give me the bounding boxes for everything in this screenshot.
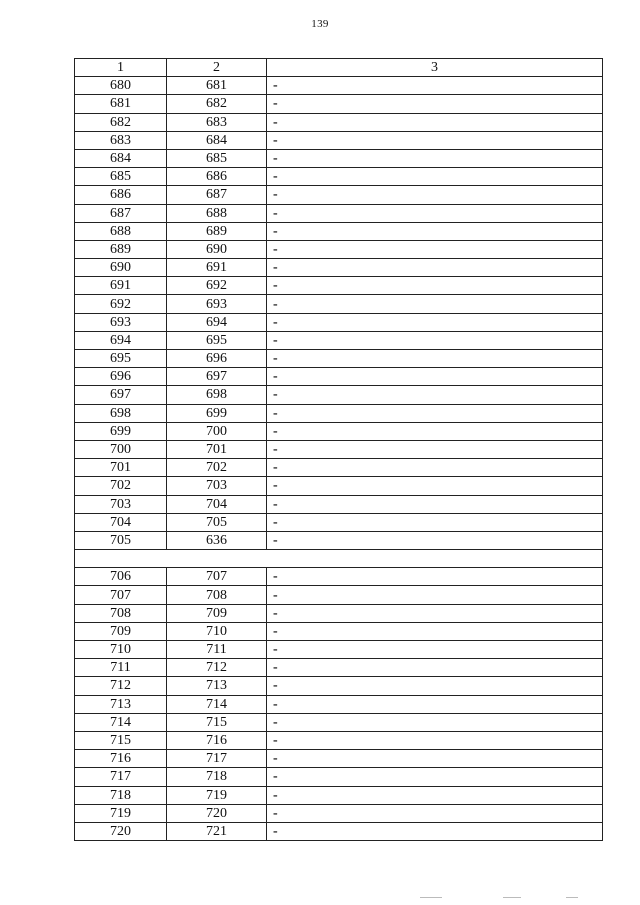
cell-col-3: - (267, 168, 603, 186)
table-row (75, 477, 603, 495)
cell-col-3: - (267, 822, 603, 840)
cell-col-3: - (267, 368, 603, 386)
cell-col-1: 696 (75, 368, 167, 386)
cell-col-2: 699 (167, 404, 267, 422)
cell-col-2: 702 (167, 459, 267, 477)
cell-col-2: 718 (167, 768, 267, 786)
table-row (75, 222, 603, 240)
table-row (75, 331, 603, 349)
scan-artifacts (0, 895, 640, 901)
cell-col-3: - (267, 386, 603, 404)
cell-col-2: 683 (167, 113, 267, 131)
cell-col-3: - (267, 259, 603, 277)
cell-col-1: 717 (75, 768, 167, 786)
table-row (75, 695, 603, 713)
cell-col-1: 719 (75, 804, 167, 822)
cell-col-2: 719 (167, 786, 267, 804)
cell-col-3: - (267, 604, 603, 622)
cell-col-1: 687 (75, 204, 167, 222)
table-row (75, 641, 603, 659)
cell-col-3: - (267, 331, 603, 349)
table-row (75, 731, 603, 749)
table-row (75, 622, 603, 640)
cell-col-1: 691 (75, 277, 167, 295)
cell-col-1: 718 (75, 786, 167, 804)
cell-col-3: - (267, 804, 603, 822)
cell-col-3: - (267, 477, 603, 495)
cell-col-2: 713 (167, 677, 267, 695)
cell-col-1: 698 (75, 404, 167, 422)
cell-col-2: 712 (167, 659, 267, 677)
cell-col-2: 694 (167, 313, 267, 331)
table-row (75, 131, 603, 149)
cell-col-1: 693 (75, 313, 167, 331)
cell-col-2: 708 (167, 586, 267, 604)
cell-col-3: - (267, 731, 603, 749)
cell-col-1: 694 (75, 331, 167, 349)
table-row (75, 586, 603, 604)
cell-col-1: 690 (75, 259, 167, 277)
cell-col-1: 682 (75, 113, 167, 131)
table-row (75, 186, 603, 204)
cell-col-3: - (267, 277, 603, 295)
cell-col-1: 710 (75, 641, 167, 659)
cell-col-1: 711 (75, 659, 167, 677)
column-header-2: 2 (167, 59, 267, 77)
cell-col-1: 686 (75, 186, 167, 204)
cell-col-2: 720 (167, 804, 267, 822)
cell-col-3: - (267, 677, 603, 695)
cell-col-3: - (267, 695, 603, 713)
cell-col-3: - (267, 713, 603, 731)
table-row (75, 350, 603, 368)
cell-col-3: - (267, 404, 603, 422)
cell-col-2: 710 (167, 622, 267, 640)
cell-col-3: - (267, 131, 603, 149)
cell-col-2: 716 (167, 731, 267, 749)
cell-col-2: 685 (167, 149, 267, 167)
cell-col-3: - (267, 440, 603, 458)
cell-col-3: - (267, 95, 603, 113)
cell-col-3: - (267, 768, 603, 786)
cell-col-1: 683 (75, 131, 167, 149)
cell-col-1: 708 (75, 604, 167, 622)
table-section-2 (75, 568, 603, 841)
cell-col-2: 690 (167, 240, 267, 258)
cell-col-1: 692 (75, 295, 167, 313)
cell-col-3: - (267, 77, 603, 95)
cell-col-2: 687 (167, 186, 267, 204)
cell-col-1: 685 (75, 168, 167, 186)
table-row (75, 768, 603, 786)
cell-col-1: 712 (75, 677, 167, 695)
cell-col-2: 701 (167, 440, 267, 458)
cell-col-3: - (267, 459, 603, 477)
cell-col-2: 692 (167, 277, 267, 295)
cell-col-1: 703 (75, 495, 167, 513)
cell-col-1: 699 (75, 422, 167, 440)
cell-col-2: 717 (167, 750, 267, 768)
cell-col-1: 701 (75, 459, 167, 477)
scan-mark (566, 897, 578, 898)
separator-row (75, 550, 603, 568)
cell-col-1: 697 (75, 386, 167, 404)
cell-col-1: 709 (75, 622, 167, 640)
cell-col-3: - (267, 750, 603, 768)
table-row (75, 313, 603, 331)
cell-col-3: - (267, 113, 603, 131)
cell-col-2: 707 (167, 568, 267, 586)
cell-col-1: 715 (75, 731, 167, 749)
cell-col-3: - (267, 641, 603, 659)
scan-mark (503, 897, 521, 898)
cell-col-2: 689 (167, 222, 267, 240)
cell-col-2: 696 (167, 350, 267, 368)
scan-mark (420, 897, 442, 898)
table-row (75, 386, 603, 404)
cell-col-2: 703 (167, 477, 267, 495)
table-row (75, 95, 603, 113)
table-row (75, 459, 603, 477)
cell-col-2: 700 (167, 422, 267, 440)
cell-col-1: 689 (75, 240, 167, 258)
column-header-1: 1 (75, 59, 167, 77)
cell-col-3: - (267, 240, 603, 258)
table-row (75, 495, 603, 513)
cell-col-1: 688 (75, 222, 167, 240)
data-table (74, 58, 603, 841)
cell-col-2: 688 (167, 204, 267, 222)
table-row (75, 368, 603, 386)
cell-col-2: 684 (167, 131, 267, 149)
cell-col-1: 707 (75, 586, 167, 604)
table-row (75, 113, 603, 131)
cell-col-2: 704 (167, 495, 267, 513)
cell-col-1: 681 (75, 95, 167, 113)
page-number: 139 (311, 18, 329, 30)
cell-col-3: - (267, 313, 603, 331)
section-separator (75, 550, 603, 568)
cell-col-3: - (267, 295, 603, 313)
cell-col-2: 711 (167, 641, 267, 659)
cell-col-2: 698 (167, 386, 267, 404)
table-row (75, 422, 603, 440)
cell-col-3: - (267, 531, 603, 549)
table-row (75, 531, 603, 549)
cell-col-2: 693 (167, 295, 267, 313)
header-row (75, 59, 603, 77)
cell-col-3: - (267, 186, 603, 204)
table-row (75, 259, 603, 277)
table-row (75, 804, 603, 822)
table-row (75, 822, 603, 840)
table-row (75, 277, 603, 295)
cell-col-1: 720 (75, 822, 167, 840)
cell-col-1: 680 (75, 77, 167, 95)
cell-col-2: 691 (167, 259, 267, 277)
table-row (75, 513, 603, 531)
separator-cell (75, 550, 603, 568)
cell-col-3: - (267, 149, 603, 167)
cell-col-2: 697 (167, 368, 267, 386)
cell-col-3: - (267, 622, 603, 640)
cell-col-1: 704 (75, 513, 167, 531)
table-row (75, 568, 603, 586)
cell-col-3: - (267, 422, 603, 440)
cell-col-3: - (267, 222, 603, 240)
cell-col-2: 686 (167, 168, 267, 186)
cell-col-2: 682 (167, 95, 267, 113)
cell-col-3: - (267, 513, 603, 531)
cell-col-3: - (267, 786, 603, 804)
table-section-1 (75, 77, 603, 550)
cell-col-3: - (267, 350, 603, 368)
cell-col-2: 715 (167, 713, 267, 731)
table-row (75, 713, 603, 731)
cell-col-2: 705 (167, 513, 267, 531)
cell-col-1: 706 (75, 568, 167, 586)
table-row (75, 786, 603, 804)
cell-col-1: 695 (75, 350, 167, 368)
cell-col-3: - (267, 586, 603, 604)
table-row (75, 77, 603, 95)
table-row (75, 240, 603, 258)
column-header-3: 3 (267, 59, 603, 77)
cell-col-2: 714 (167, 695, 267, 713)
table-row (75, 204, 603, 222)
cell-col-3: - (267, 495, 603, 513)
cell-col-1: 684 (75, 149, 167, 167)
table-row (75, 295, 603, 313)
cell-col-2: 681 (167, 77, 267, 95)
cell-col-1: 702 (75, 477, 167, 495)
table-row (75, 404, 603, 422)
table-row (75, 440, 603, 458)
table-row (75, 168, 603, 186)
table-row (75, 659, 603, 677)
table-row (75, 750, 603, 768)
cell-col-1: 714 (75, 713, 167, 731)
cell-col-2: 709 (167, 604, 267, 622)
cell-col-2: 636 (167, 531, 267, 549)
cell-col-2: 695 (167, 331, 267, 349)
cell-col-3: - (267, 568, 603, 586)
cell-col-3: - (267, 659, 603, 677)
cell-col-1: 700 (75, 440, 167, 458)
cell-col-1: 713 (75, 695, 167, 713)
cell-col-2: 721 (167, 822, 267, 840)
cell-col-1: 705 (75, 531, 167, 549)
table-row (75, 677, 603, 695)
table-row (75, 604, 603, 622)
cell-col-3: - (267, 204, 603, 222)
cell-col-1: 716 (75, 750, 167, 768)
table-row (75, 149, 603, 167)
